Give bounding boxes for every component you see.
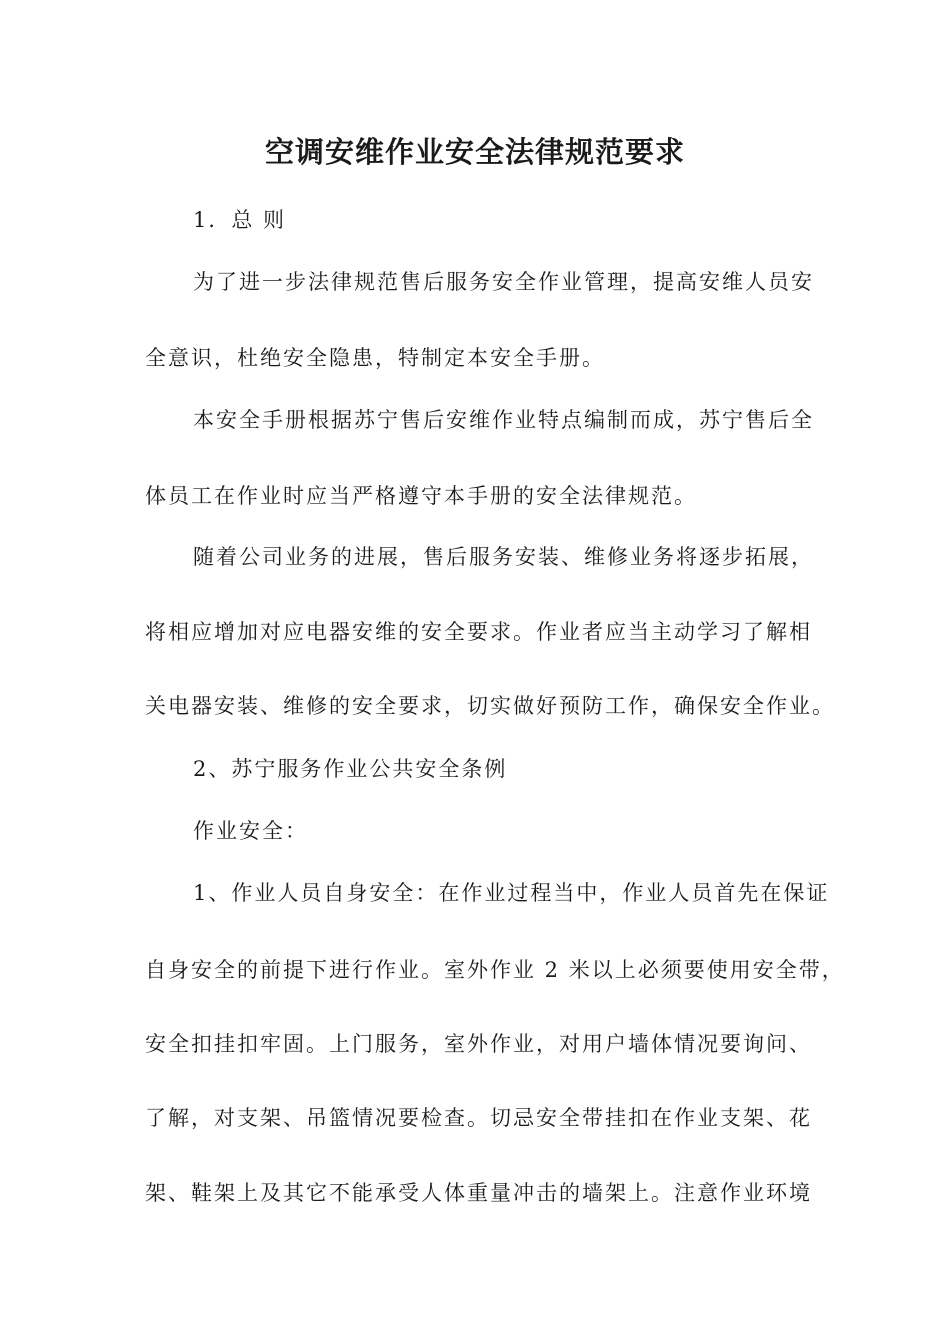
paragraph-line: 本安全手册根据苏宁售后安维作业特点编制而成，苏宁售后全 (193, 408, 814, 432)
document-title: 空调安维作业安全法律规范要求 (264, 135, 685, 169)
paragraph-line: 安全扣挂扣牢固。上门服务，室外作业，对用户墙体情况要询问、 (145, 1032, 812, 1056)
paragraph-line: 1、作业人员自身安全：在作业过程当中，作业人员首先在保证 (193, 881, 830, 905)
paragraph-line: 随着公司业务的进展，售后服务安装、维修业务将逐步拓展， (193, 545, 814, 569)
section-heading-general: 1．总 则 (193, 208, 287, 232)
paragraph-line: 全意识，杜绝安全隐患，特制定本安全手册。 (145, 346, 605, 370)
paragraph-line: 自身安全的前提下进行作业。室外作业 2 米以上必须要使用安全带， (145, 958, 845, 982)
paragraph-line: 为了进一步法律规范售后服务安全作业管理，提高安维人员安 (193, 270, 814, 294)
paragraph-line: 架、鞋架上及其它不能承受人体重量冲击的墙架上。注意作业环境 (145, 1181, 812, 1205)
paragraph-line: 关电器安装、维修的安全要求，切实做好预防工作，确保安全作业。 (145, 694, 835, 718)
subheading-work-safety: 作业安全： (193, 819, 308, 843)
section-heading-public-safety: 2、苏宁服务作业公共安全条例 (193, 757, 508, 781)
paragraph-line: 了解，对支架、吊篮情况要检查。切忌安全带挂扣在作业支架、花 (145, 1106, 812, 1130)
paragraph-line: 将相应增加对应电器安维的安全要求。作业者应当主动学习了解相 (145, 620, 812, 644)
paragraph-line: 体员工在作业时应当严格遵守本手册的安全法律规范。 (145, 484, 697, 508)
